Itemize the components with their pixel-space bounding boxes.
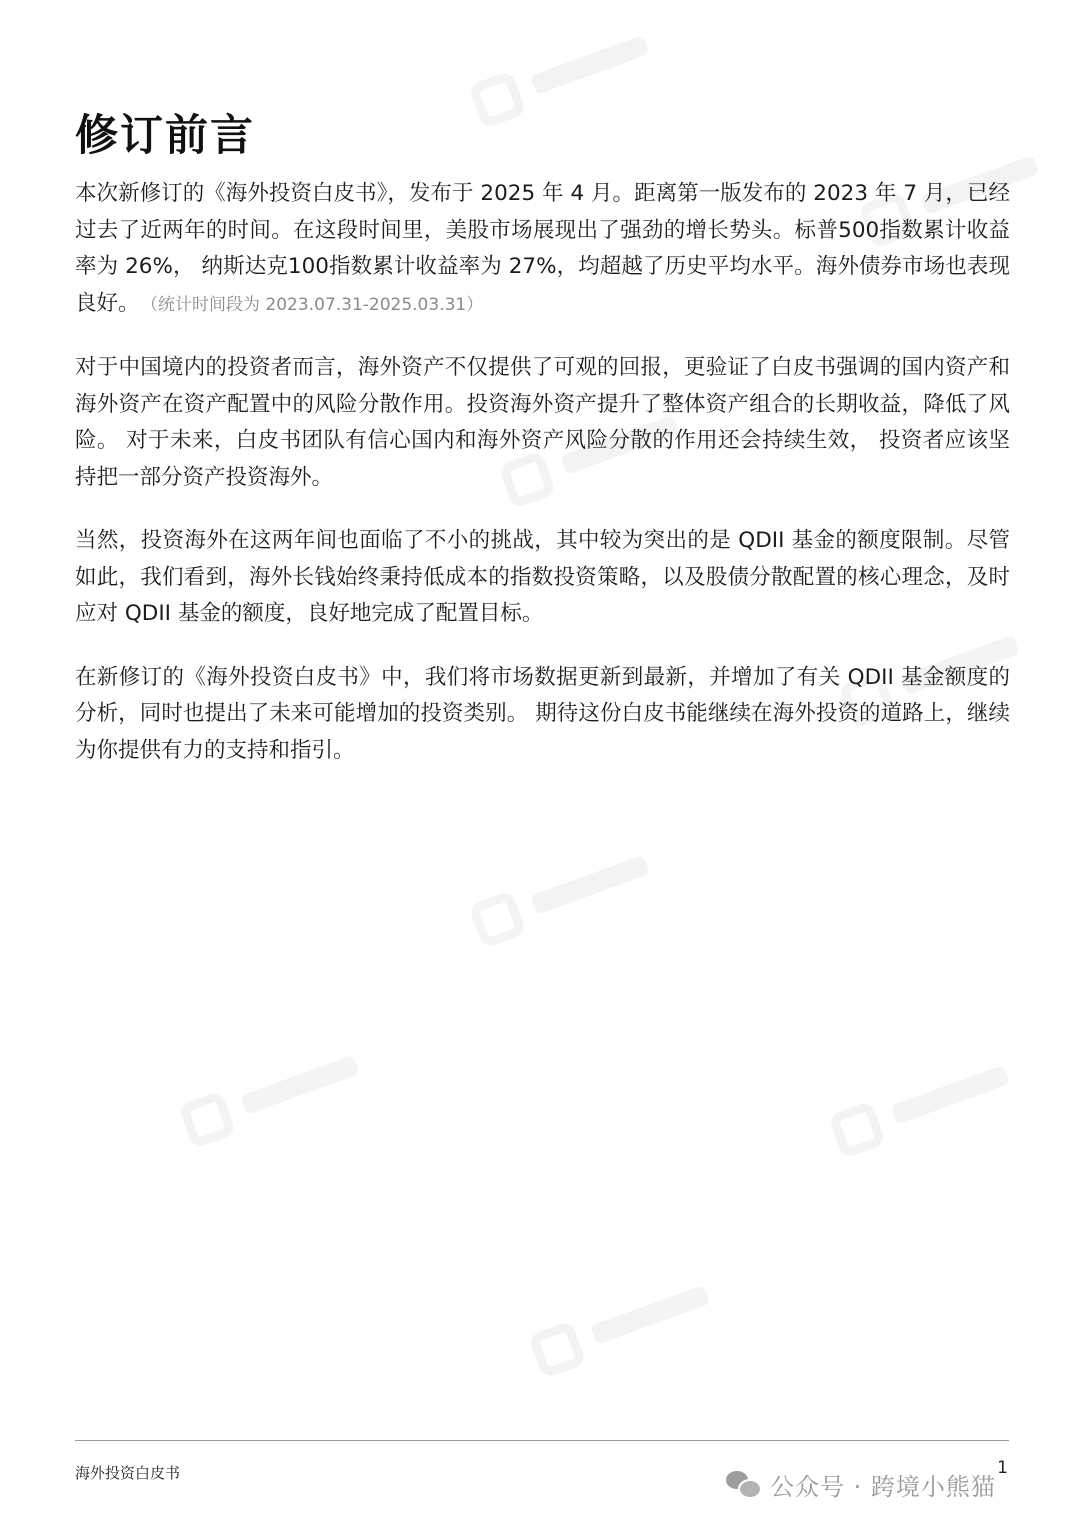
background-watermark <box>824 1040 1026 1171</box>
paragraph-3 <box>75 523 1010 633</box>
paragraph-text: 在新修订的《海外投资白皮书》中，我们将市场数据更新到最新，并增加了有关 QDII 基金额度的分析，同时也提出了未来可能增加的投资类别。 期待这份白皮书能继续在海外投资的道路上，继续为你提供有力的支持和指引。 <box>75 664 1010 763</box>
body-text <box>75 176 1010 796</box>
background-watermark <box>524 1260 726 1391</box>
paragraph-text: 当然，投资海外在这两年间也面临了不小的挑战，其中较为突出的是 QDII 基金的额度限制。尽管如此，我们看到，海外长钱始终秉持低成本的指数投资策略，以及股债分散配置的核心理念，及时应对 QDII 基金的额度，良好地完成了配置目标。 <box>75 528 1010 626</box>
background-watermark <box>464 10 666 141</box>
background-watermark <box>464 830 666 961</box>
background-watermark <box>174 1030 376 1161</box>
wechat-account-label: 公众号 · 跨境小熊猫 <box>770 1472 996 1501</box>
paragraph-text: 对于中国境内的投资者而言，海外资产不仅提供了可观的回报，更验证了白皮书强调的国内资产和海外资产在资产配置中的风险分散作用。投资海外资产提升了整体资产组合的长期收益，降低了风险。 对于未来，白皮书团队有信心国内和海外资产风险分散的作用还会持续生效， 投资者应该坚持把一部分资产投资海外。 <box>75 355 1010 490</box>
paragraph-4 <box>75 660 1010 770</box>
wechat-icon <box>726 1469 760 1499</box>
footer-divider <box>75 1440 1009 1441</box>
paragraph-2 <box>75 350 1010 496</box>
page-number: 1 <box>997 1458 1008 1478</box>
statistics-period-note: （统计时间段为 2023.07.31-2025.03.31） <box>149 294 484 315</box>
footer-doc-title: 海外投资白皮书 <box>75 1464 181 1482</box>
page-title: 修订前言 <box>75 111 255 161</box>
paragraph-1 <box>75 176 1010 323</box>
wechat-watermark <box>726 1466 996 1502</box>
paragraph-text: 本次新修订的《海外投资白皮书》，发布于 2025 年 4 月。距离第一版发布的 2023 年 7 月，已经过去了近两年的时间。在这段时间里，美股市场展现出了强劲的增长势头。标普500指数累计收益率为 26%， 纳斯达克100指数累计收益率为 27%，均超越了历史平均水平。海外债券市场也表现良好。 <box>75 181 1010 316</box>
